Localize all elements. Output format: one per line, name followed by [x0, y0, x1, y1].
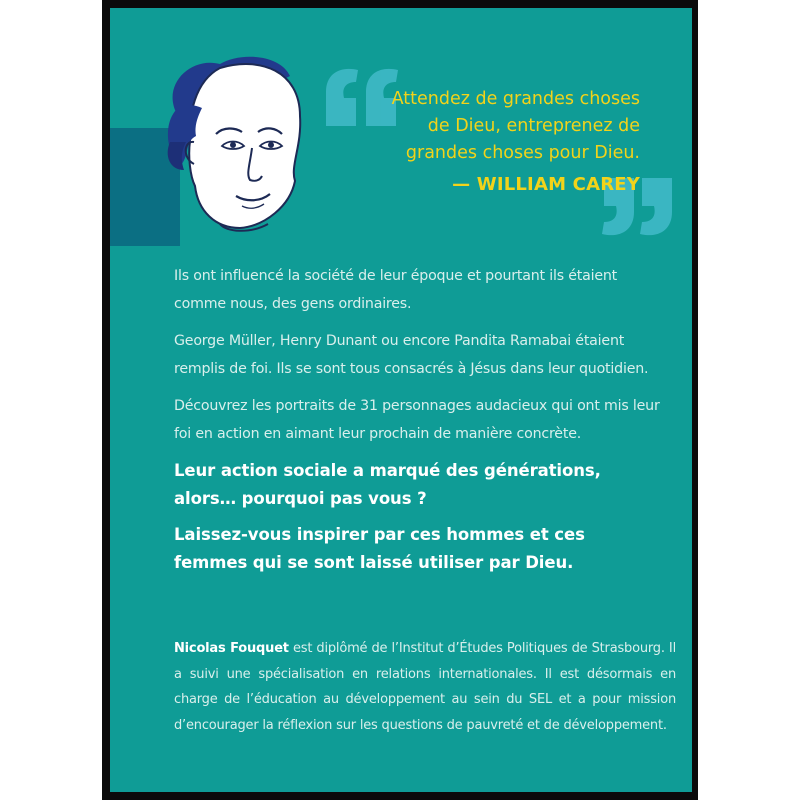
intro-paragraph: Ils ont influencé la société de leur époque et pourtant ils étaient comme nous, des gens ordinaires. — [174, 268, 618, 312]
author-bio — [174, 636, 676, 738]
highlight-paragraph: Leur action sociale a marqué des générations, alors… pourquoi pas vous ? — [174, 461, 601, 508]
quote-line: grandes choses pour Dieu. — [405, 143, 640, 163]
back-cover — [110, 8, 692, 792]
blurb — [174, 262, 662, 585]
portrait-illustration — [150, 46, 320, 236]
author-name: Nicolas Fouquet — [174, 641, 289, 656]
highlight-paragraph: Laissez-vous inspirer par ces hommes et ces femmes qui se sont laissé utiliser par Dieu. — [174, 525, 585, 572]
author-bio-text: est diplômé de l’Institut d’Études Politiques de Strasbourg. Il a suivi une spécialisation en relations internationales. Il est désormais en charge de l’éducation au développement au sein du SEL et a pour mission d’encourager la réflexion sur les questions de pauvreté et de développement. — [174, 641, 676, 733]
quote — [350, 86, 640, 198]
quote-line: Attendez de grandes choses — [391, 89, 640, 109]
quote-line: de Dieu, entreprenez de — [427, 116, 640, 136]
intro-paragraph: Découvrez les portraits de 31 personnages audacieux qui ont mis leur foi en action en aimant leur prochain de manière concrète. — [174, 398, 660, 442]
intro-paragraph: George Müller, Henry Dunant ou encore Pandita Ramabai étaient remplis de foi. Ils se sont tous consacrés à Jésus dans leur quotidien. — [174, 333, 649, 377]
quote-author: — WILLIAM CAREY — [452, 174, 640, 195]
